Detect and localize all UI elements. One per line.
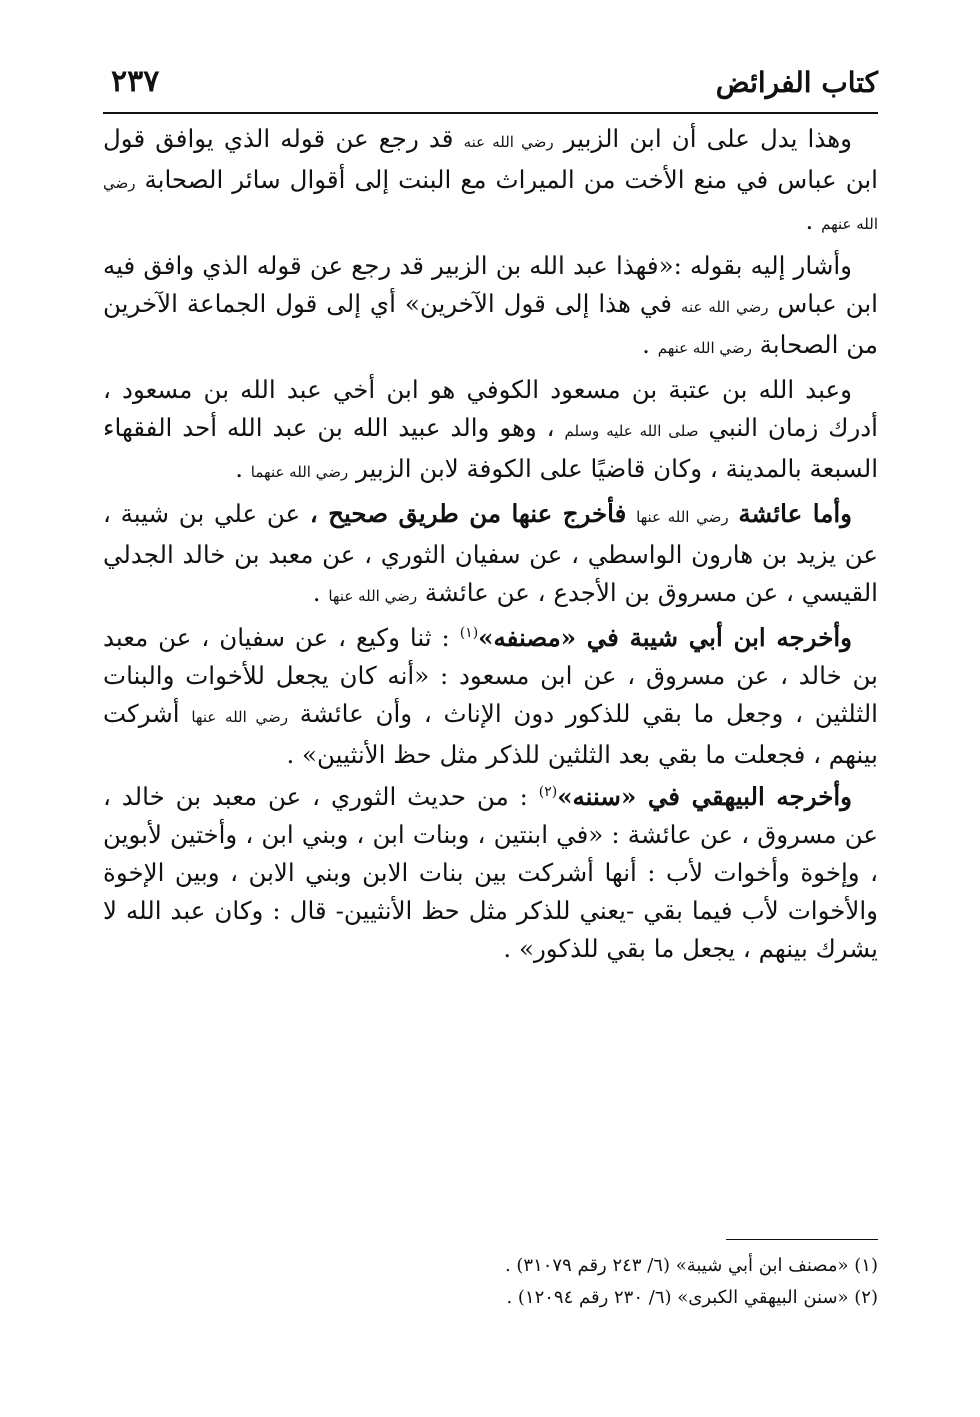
text: في هذا إلى قول الآخرين» أي إلى قول الجماعة الآخرين من الصحابة xyxy=(103,289,878,359)
honorific: رضي الله عنه xyxy=(680,298,769,316)
header-rule xyxy=(103,112,878,114)
text: . xyxy=(642,330,650,359)
text: . xyxy=(312,578,321,607)
running-head: كتاب الفرائض xyxy=(715,66,878,99)
paragraph-3 xyxy=(103,371,878,491)
footnotes xyxy=(103,1250,878,1314)
text: عن علي بن شيبة ، عن يزيد بن هارون الواسطي ، عن سفيان الثوري ، عن معبد بن خالد الجدلي القيسي ، عن مسروق بن الأجدع ، عن عائشة xyxy=(103,499,878,607)
text: وعبد الله بن عتبة بن مسعود الكوفي هو ابن أخي عبد الله بن مسعود ، أدرك زمان النبي xyxy=(103,375,878,442)
text: . xyxy=(235,454,243,483)
honorific: رضي الله عنهما xyxy=(250,463,349,481)
page-number: ٢٣٧ xyxy=(111,64,160,99)
honorific: رضي الله عنها xyxy=(636,508,729,526)
footnote-ref-1: (١) xyxy=(459,624,479,641)
honorific: رضي الله عنهم xyxy=(103,174,878,233)
paragraph-5 xyxy=(103,619,878,774)
footnote-rule xyxy=(726,1239,878,1240)
bold-text: وأخرجه البيهقي في «سننه» xyxy=(557,782,853,811)
bold-text: فأخرج عنها من طريق صحيح ، xyxy=(309,499,627,528)
honorific: صلى الله عليه وسلم xyxy=(564,422,699,440)
honorific: رضي الله عنهم xyxy=(657,339,752,357)
text: أشركت بينهم ، فجعلت ما بقي بعد الثلثين للذكر مثل حظ الأنثيين» . xyxy=(103,699,878,769)
paragraph-6 xyxy=(103,778,878,968)
text: ، وهو والد عبيد الله بن عبد الله أحد الفقهاء السبعة بالمدينة ، وكان قاضيًا على الكوفة لابن الزبير xyxy=(103,413,878,483)
footnote-1: (١) «مصنف ابن أبي شيبة» (٦/ ٢٤٣ رقم ٣١٠٧٩) . xyxy=(504,1255,878,1276)
text: وهذا يدل على أن ابن الزبير xyxy=(563,124,852,153)
footnote-ref-2: (٢) xyxy=(538,783,558,800)
paragraph-2 xyxy=(103,247,878,367)
honorific: رضي الله عنه xyxy=(463,133,554,151)
footnote-2: (٢) «سنن البيهقي الكبرى» (٦/ ٢٣٠ رقم ١٢٠٩٤) . xyxy=(506,1287,878,1308)
honorific: رضي الله عنها xyxy=(191,708,289,726)
text: وأشار إليه بقوله :«فهذا عبد الله بن الزبير قد رجع عن قوله الذي وافق فيه ابن عباس xyxy=(103,251,878,318)
paragraph-1 xyxy=(103,120,878,243)
bold-text: وأخرجه ابن أبي شيبة في «مصنفه» xyxy=(478,623,852,652)
honorific: رضي الله عنها xyxy=(328,587,418,605)
main-text xyxy=(103,120,878,972)
text: . xyxy=(805,206,814,235)
bold-text: وأما عائشة xyxy=(738,499,852,528)
page-header xyxy=(103,62,878,110)
paragraph-4 xyxy=(103,495,878,615)
text: قد رجع عن قوله الذي يوافق قول ابن عباس في منع الأخت من الميراث مع البنت إلى أقوال سائر الصحابة xyxy=(103,124,878,194)
text: : ثنا وكيع ، عن سفيان ، عن معبد بن خالد ، عن مسروق ، عن ابن مسعود : «أنه كان يجعل للأخوات والبنات الثلثين ، وجعل ما بقي للذكور دون الإناث ، وأن عائشة xyxy=(103,623,878,728)
text: : من حديث الثوري ، عن معبد بن خالد ، عن مسروق ، عن عائشة : «في ابنتين ، وبنات ابن ، وبني ابن ، وأختين لأبوين ، وإخوة وأخوات لأب : أنها أشركت بين بنات الابن وبني الابن ، وبين الإخوة والأخوات لأب فيما بقي -يعني للذكر مثل حظ الأنثيين- قال : وكان عبد الله لا يشرك بينهم ، يجعل ما بقي للذكور» . xyxy=(103,782,878,963)
